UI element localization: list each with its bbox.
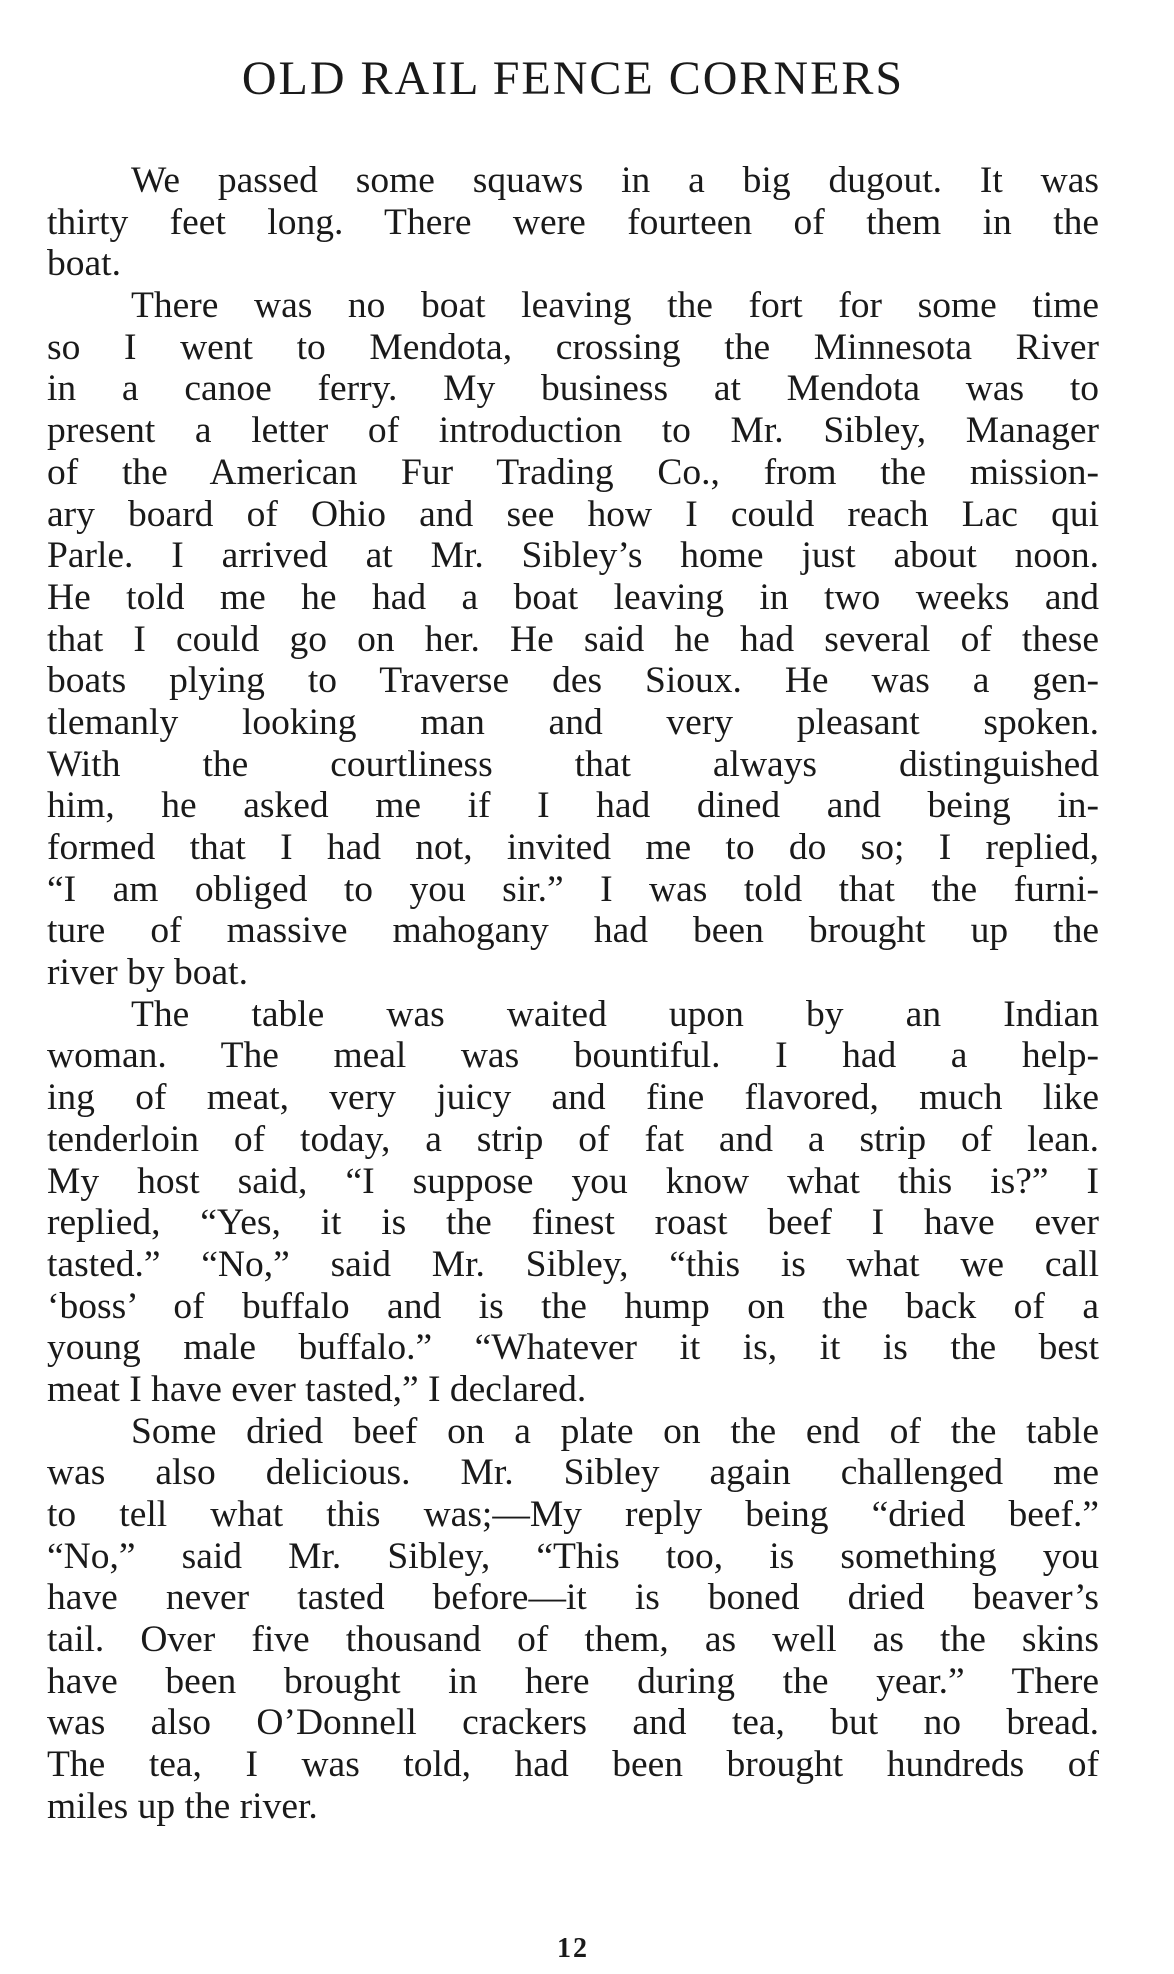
text-line: river by boat. xyxy=(47,952,248,994)
text-line: to tell what this was;—My reply being “dried beef.” xyxy=(47,1494,1099,1535)
text-line: boats plying to Traverse des Sioux. He was a gen- xyxy=(47,660,1099,702)
text-line: tasted.” “No,” said Mr. Sibley, “this is what we call xyxy=(47,1243,1099,1285)
running-head: OLD RAIL FENCE CORNERS xyxy=(241,52,905,105)
text-line: Parle. I arrived at Mr. Sibley’s home just about noon. xyxy=(47,535,1099,577)
text-line: miles up the river. xyxy=(47,1785,318,1827)
text-line: Some dried beef on a plate on the end of the table xyxy=(131,1410,1099,1452)
text-line: ‘boss’ of buffalo and is the hump on the back of a xyxy=(47,1285,1099,1327)
paragraph xyxy=(47,160,1099,285)
text-line: have been brought in here during the year.” There xyxy=(47,1660,1099,1702)
text-line: that I could go on her. He said he had several of these xyxy=(47,618,1099,660)
text-line: was also delicious. Mr. Sibley again challenged me xyxy=(47,1452,1099,1494)
text-line: ture of massive mahogany had been brought up the xyxy=(47,910,1099,952)
text-line: “No,” said Mr. Sibley, “This too, is something you xyxy=(47,1535,1099,1577)
body-text xyxy=(47,160,1099,1828)
text-line: replied, “Yes, it is the finest roast beef I have ever xyxy=(47,1202,1099,1244)
book-page xyxy=(47,0,1099,1974)
text-line: My host said, “I suppose you know what this is?” I xyxy=(47,1160,1099,1202)
text-line: There was no boat leaving the fort for some time xyxy=(131,285,1099,327)
text-line: “I am obliged to you sir.” I was told that the furni- xyxy=(47,868,1099,910)
text-line: him, he asked me if I had dined and being in- xyxy=(47,785,1099,827)
text-line: have never tasted before—it is boned dried beaver’s xyxy=(47,1577,1099,1619)
text-line: present a letter of introduction to Mr. Sibley, Manager xyxy=(47,410,1099,452)
paragraph xyxy=(47,994,1099,1411)
text-line: The table was waited upon by an Indian xyxy=(131,993,1099,1035)
text-line: With the courtliness that always distinguished xyxy=(47,743,1099,785)
paragraph xyxy=(47,1411,1099,1828)
text-line: formed that I had not, invited me to do so; I replied, xyxy=(47,827,1099,868)
text-line: was also O’Donnell crackers and tea, but no bread. xyxy=(47,1702,1099,1744)
text-line: ary board of Ohio and see how I could reach Lac qui xyxy=(47,493,1099,535)
text-line: tail. Over five thousand of them, as well as the skins xyxy=(47,1619,1099,1661)
text-line: He told me he had a boat leaving in two weeks and xyxy=(47,576,1099,618)
text-line: of the American Fur Trading Co., from the mission- xyxy=(47,451,1099,493)
text-line: woman. The meal was bountiful. I had a help- xyxy=(47,1035,1099,1077)
paragraph xyxy=(47,285,1099,994)
text-line: young male buffalo.” “Whatever it is, it is the best xyxy=(47,1327,1099,1369)
page-number: 12 xyxy=(557,1933,589,1964)
text-line: thirty feet long. There were fourteen of them in the xyxy=(47,201,1099,243)
text-line: ing of meat, very juicy and fine flavored, much like xyxy=(47,1077,1099,1119)
text-line: meat I have ever tasted,” I declared. xyxy=(47,1368,587,1410)
text-line: so I went to Mendota, crossing the Minnesota River xyxy=(47,326,1099,368)
text-line: We passed some squaws in a big dugout. It was xyxy=(131,160,1099,201)
text-line: boat. xyxy=(47,243,121,285)
text-line: tlemanly looking man and very pleasant spoken. xyxy=(47,701,1099,743)
text-line: The tea, I was told, had been brought hundreds of xyxy=(47,1744,1099,1786)
text-line: in a canoe ferry. My business at Mendota was to xyxy=(47,368,1099,410)
text-line: tenderloin of today, a strip of fat and a strip of lean. xyxy=(47,1118,1099,1160)
